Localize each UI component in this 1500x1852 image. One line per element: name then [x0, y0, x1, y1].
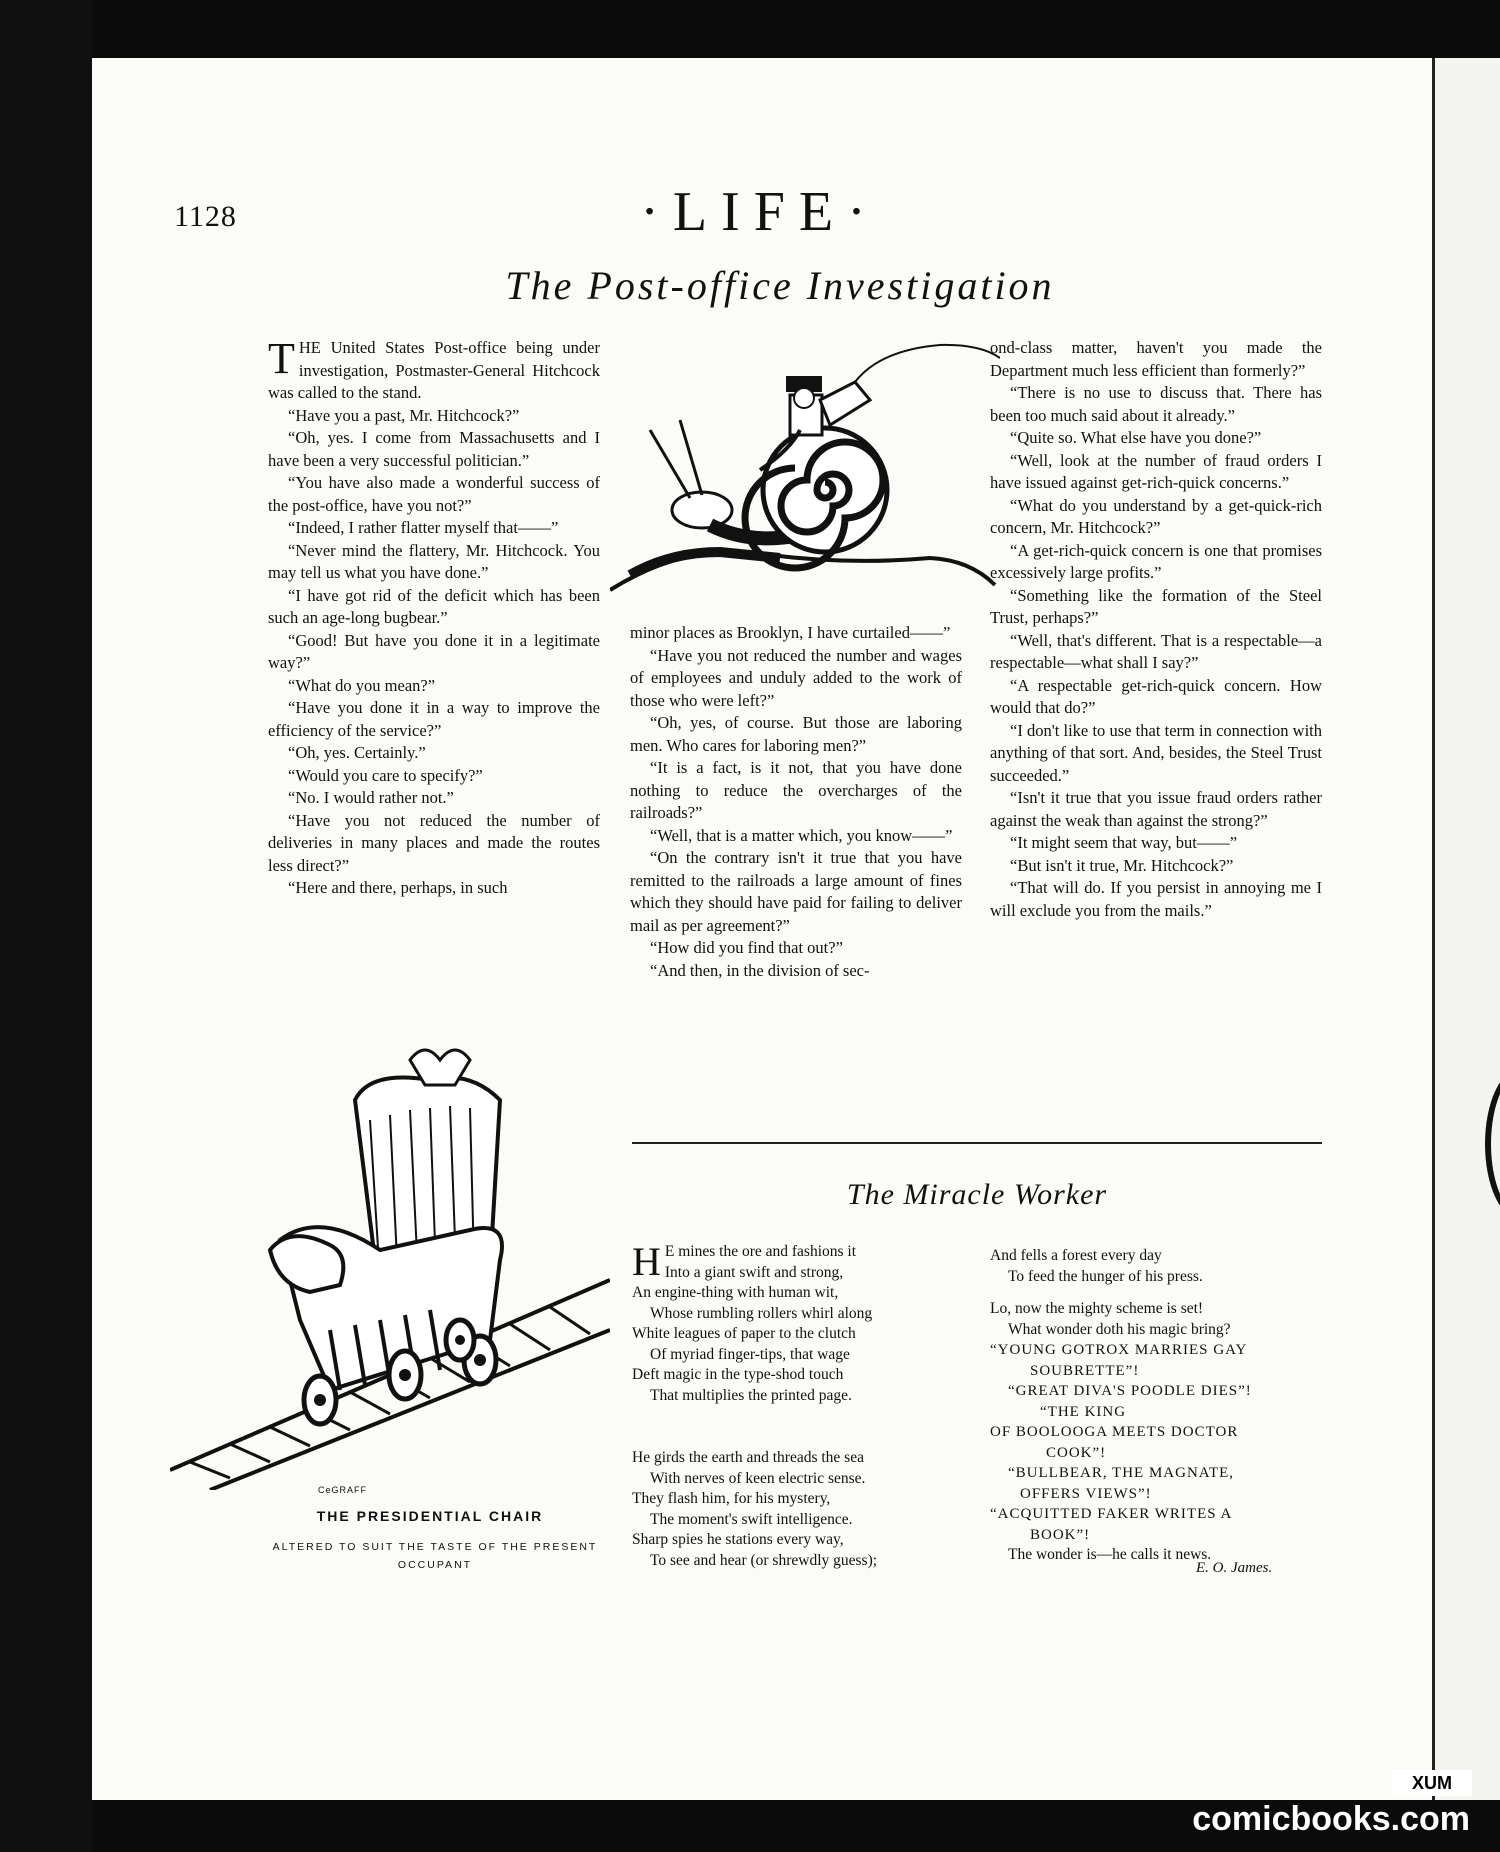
paragraph: “Something like the formation of the Steel Trust, perhaps?” [990, 585, 1322, 627]
poem-line: Into a giant swift and strong, [664, 1263, 844, 1281]
poem-line: BOOK”! [1030, 1526, 1091, 1543]
paragraph: “Well, that is a matter which, you know——” [650, 825, 953, 845]
watermark: comicbooks.com [1192, 1800, 1470, 1838]
poem-line: They flash him, for his mystery, [632, 1490, 831, 1507]
poem-line: He girds the earth and threads the sea [632, 1449, 864, 1466]
paragraph: THE United States Post-office being under investigation, Postmaster-General Hitchcock was called to the stand. [268, 334, 600, 402]
snail-mail-illustration [610, 340, 1000, 600]
paragraph: “Oh, yes. I come from Massachusetts and I have been a very successful politician.” [268, 428, 600, 470]
presidential-chair-illustration [170, 1030, 610, 1490]
paragraph: “No. I would rather not.” [288, 788, 454, 807]
paragraph: minor places as Brooklyn, I have curtailed——” [630, 623, 951, 642]
poem-line: That multiplies the printed page. [650, 1386, 852, 1404]
article-column-1 [268, 334, 600, 900]
poem-line: “ACQUITTED FAKER WRITES A [990, 1506, 1233, 1522]
poem-line: Lo, now the mighty scheme is set! [990, 1300, 1204, 1317]
poem-line: “THE KING [1040, 1403, 1127, 1420]
poem-line: With nerves of keen electric sense. [650, 1469, 866, 1487]
page-number: 1128 [174, 200, 237, 233]
poem-line: The wonder is—he calls it news. [1008, 1546, 1212, 1563]
poem-line: Sharp spies he stations every way, [632, 1531, 844, 1548]
watermark-box: XUM [1392, 1770, 1472, 1796]
poem-line: An engine-thing with human wit, [632, 1284, 839, 1301]
paragraph: “Oh, yes, of course. But those are laboring men. Who cares for laboring men?” [630, 713, 962, 755]
poem-line: To feed the hunger of his press. [1008, 1267, 1203, 1285]
paragraph: “I have got rid of the deficit which has been such an age-long bugbear.” [268, 585, 600, 627]
paragraph: “Isn't it true that you issue fraud orders rather against the weak than against the strong?” [990, 788, 1322, 830]
article-column-3 [990, 337, 1322, 922]
paragraph: “That will do. If you persist in annoying me I will exclude you from the mails.” [990, 878, 1322, 920]
paragraph: “Have you not reduced the number and wages of employees and unduly added to the work of those who were left?” [630, 645, 962, 710]
paragraph: “It is a fact, is it not, that you have done nothing to reduce the overcharges of the railroads?” [630, 758, 962, 822]
poem-line: “GREAT DIVA'S POODLE DIES”! [1008, 1383, 1252, 1399]
paragraph: “But isn't it true, Mr. Hitchcock?” [1010, 855, 1234, 875]
poem-author: E. O. James. [1196, 1560, 1273, 1576]
article-title: The Post-office Investigation [505, 263, 1055, 308]
paragraph: “A respectable get-rich-quick concern. How would that do?” [990, 675, 1322, 717]
poem-line: To see and hear (or shrewdly guess); [650, 1551, 878, 1569]
poem-line: Deft magic in the type-shod touch [632, 1366, 844, 1383]
paragraph: “Quite so. What else have you done?” [1010, 428, 1262, 447]
poem-line: OFFERS VIEWS”! [1020, 1485, 1152, 1502]
poem-line: White leagues of paper to the clutch [632, 1325, 856, 1342]
poem-line: “YOUNG GOTROX MARRIES GAY [990, 1342, 1248, 1358]
paragraph: “Good! But have you done it in a legitimate way?” [268, 630, 600, 672]
poem-line: H E mines the ore and fashions it [632, 1239, 857, 1284]
masthead: ·LIFE· [640, 181, 880, 243]
paragraph: “There is no use to discuss that. There has been too much said about it already.” [990, 383, 1322, 425]
stanza-break [990, 1287, 1326, 1299]
adjacent-page-glyph [1485, 1068, 1500, 1220]
paragraph: “And then, in the division of sec- [650, 960, 870, 980]
paragraph: ond-class matter, haven't you made the Department much less efficient than formerly?” [990, 338, 1322, 380]
poem-column-left [632, 1239, 962, 1571]
paragraph: “What do you mean?” [288, 675, 436, 695]
paragraph: “Have you done it in a way to improve the efficiency of the service?” [268, 698, 600, 740]
paragraph: “Indeed, I rather flatter myself that——” [288, 518, 559, 537]
poem-title: The Miracle Worker [846, 1178, 1108, 1211]
poem-line: SOUBRETTE”! [1030, 1362, 1140, 1379]
paragraph: “A get-rich-quick concern is one that promises excessively large profits.” [990, 540, 1322, 582]
drop-cap: H [632, 1239, 661, 1284]
poem-line: OF BOOLOOGA MEETS DOCTOR [990, 1424, 1239, 1440]
paragraph: “Have you a past, Mr. Hitchcock?” [288, 405, 520, 425]
article-column-2 [630, 622, 962, 982]
poem-line: Of myriad finger-tips, that wage [650, 1345, 850, 1363]
paragraph: “Well, look at the number of fraud orders I have issued against get-rich-quick concerns.” [990, 450, 1322, 492]
paragraph: “Here and there, perhaps, in such [288, 878, 508, 897]
scan-dark-margin [0, 0, 92, 1852]
paragraph: “Oh, yes. Certainly.” [288, 743, 426, 762]
poem-line: The moment's swift intelligence. [650, 1510, 853, 1528]
illustration-caption-subtitle: ALTERED TO SUIT THE TASTE OF THE PRESENT OCCUPANT [272, 1541, 598, 1571]
poem-column-right [990, 1246, 1326, 1566]
stanza-break [632, 1406, 962, 1448]
adjacent-page-edge [1432, 58, 1500, 1800]
paragraph: “Never mind the flattery, Mr. Hitchcock. You may tell us what you have done.” [268, 540, 600, 582]
paragraph: “On the contrary isn't it true that you have remitted to the railroads a large amount of fines which they should have paid for failing to deliver mail as per agreement?” [630, 848, 962, 935]
paragraph: “What do you understand by a get-quick-rich concern, Mr. Hitchcock?” [990, 495, 1322, 537]
section-divider [632, 1142, 1322, 1144]
paragraph: “You have also made a wonderful success of the post-office, have you not?” [268, 473, 600, 515]
artist-signature: CeGRAFF [318, 1485, 368, 1495]
paragraph: “I don't like to use that term in connection with anything of that sort. And, besides, the Steel Trust succeeded.” [990, 720, 1322, 785]
paragraph: “Would you care to specify?” [288, 765, 483, 785]
paragraph: “How did you find that out?” [650, 938, 843, 957]
drop-cap: T [268, 334, 295, 383]
paragraph: “Well, that's different. That is a respectable—a respectable—what shall I say?” [990, 630, 1322, 672]
poem-line: And fells a forest every day [990, 1247, 1162, 1264]
poem-line: COOK”! [1046, 1444, 1107, 1461]
paragraph: “Have you not reduced the number of deliveries in many places and made the routes less direct?” [268, 810, 600, 875]
illustration-caption-title: THE PRESIDENTIAL CHAIR [316, 1508, 544, 1524]
paragraph: “It might seem that way, but——” [1010, 833, 1238, 852]
poem-line: Whose rumbling rollers whirl along [650, 1304, 873, 1322]
poem-line: “BULLBEAR, THE MAGNATE, [1008, 1465, 1235, 1481]
poem-line: What wonder doth his magic bring? [1008, 1320, 1231, 1338]
